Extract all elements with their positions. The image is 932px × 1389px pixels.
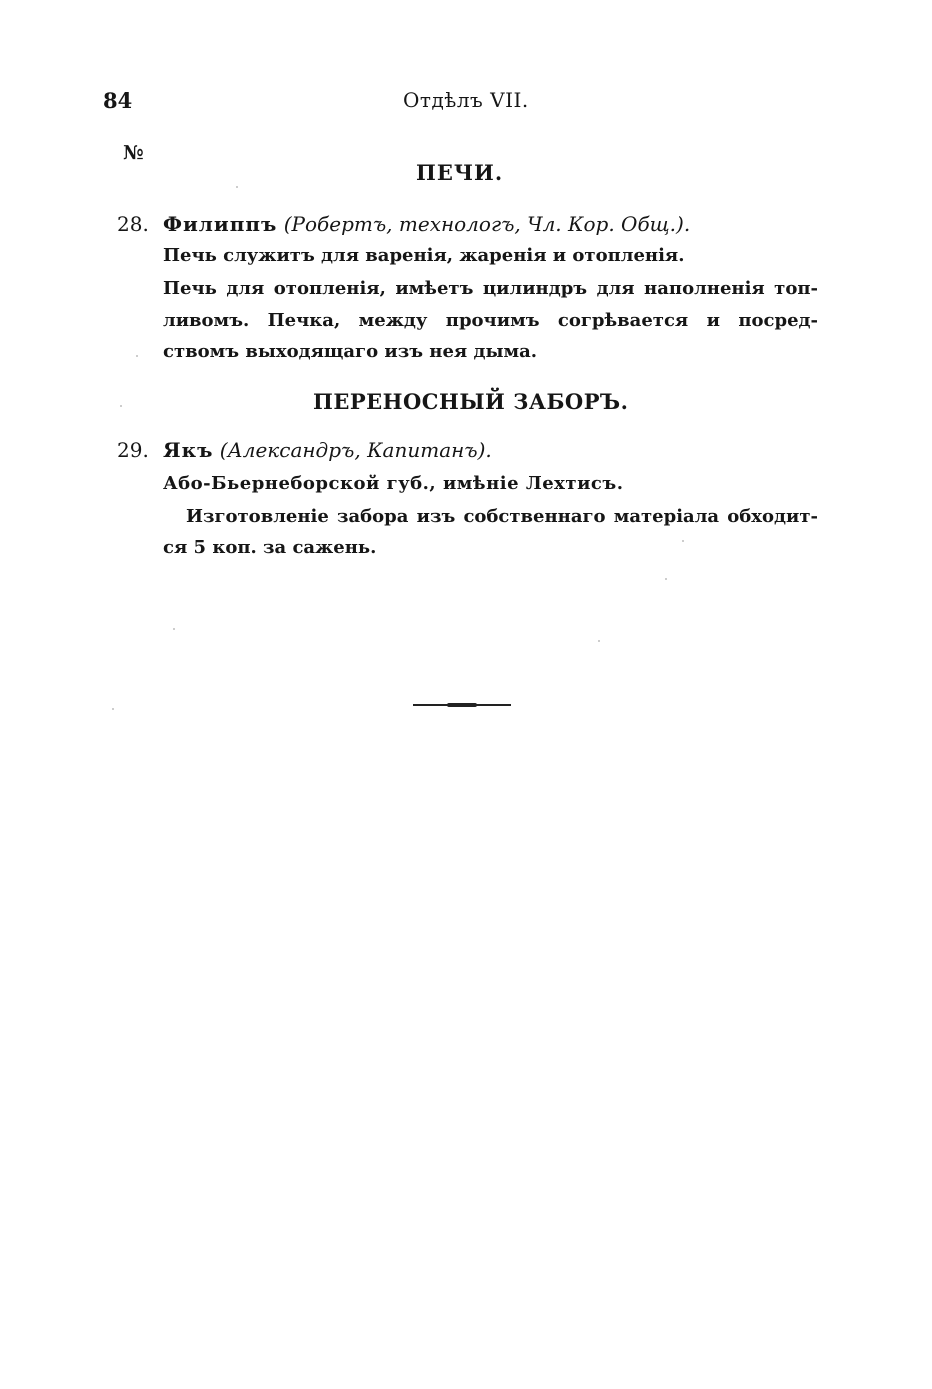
exhibitor-affiliation: (Александръ, Капитанъ). [219,438,492,462]
page-number: 84 [103,88,133,113]
print-speck [682,540,684,542]
exhibitor-name: Якъ [163,438,214,462]
section-title-fence: ПЕРЕНОСНЫЙ ЗАБОРЪ. [313,389,629,414]
exhibitor-affiliation: (Робертъ, технологъ, Чл. Кор. Общ.). [283,212,691,236]
running-head: Отдѣлъ VII. [403,88,529,112]
print-speck [665,578,667,580]
entry-text-line: ся 5 коп. за сажень. [163,537,377,558]
entry-text-line: Изготовленіе забора изъ собственнаго матеріала обходит- [186,506,818,527]
entry-text-line: Печь служитъ для варенія, жаренія и отопленія. [163,245,685,266]
print-speck [598,640,600,642]
entry-number-28: 28. [117,212,149,236]
section-title-stoves: ПЕЧИ. [416,160,504,185]
print-speck [173,628,175,630]
entry-text-line: ливомъ. Печка, между прочимъ согрѣвается и посред- [163,310,818,331]
print-speck [136,355,138,357]
print-speck [120,405,122,407]
entry-text-line: ствомъ выходящаго изъ нея дыма. [163,341,538,362]
numero-sign: № [123,142,144,164]
entry-number-29: 29. [117,438,149,462]
print-speck [236,186,238,188]
print-speck [112,708,114,710]
entry-location-line: Або-Бьернеборской губ., имѣніе Лехтисъ. [163,473,624,494]
entry-heading-29 [163,438,492,462]
entry-text-line: Печь для отопленія, имѣетъ цилиндръ для наполненія топ- [163,278,818,299]
entry-heading-28 [163,212,690,236]
exhibitor-name: Филиппъ [163,212,278,236]
closing-rule [413,704,511,706]
